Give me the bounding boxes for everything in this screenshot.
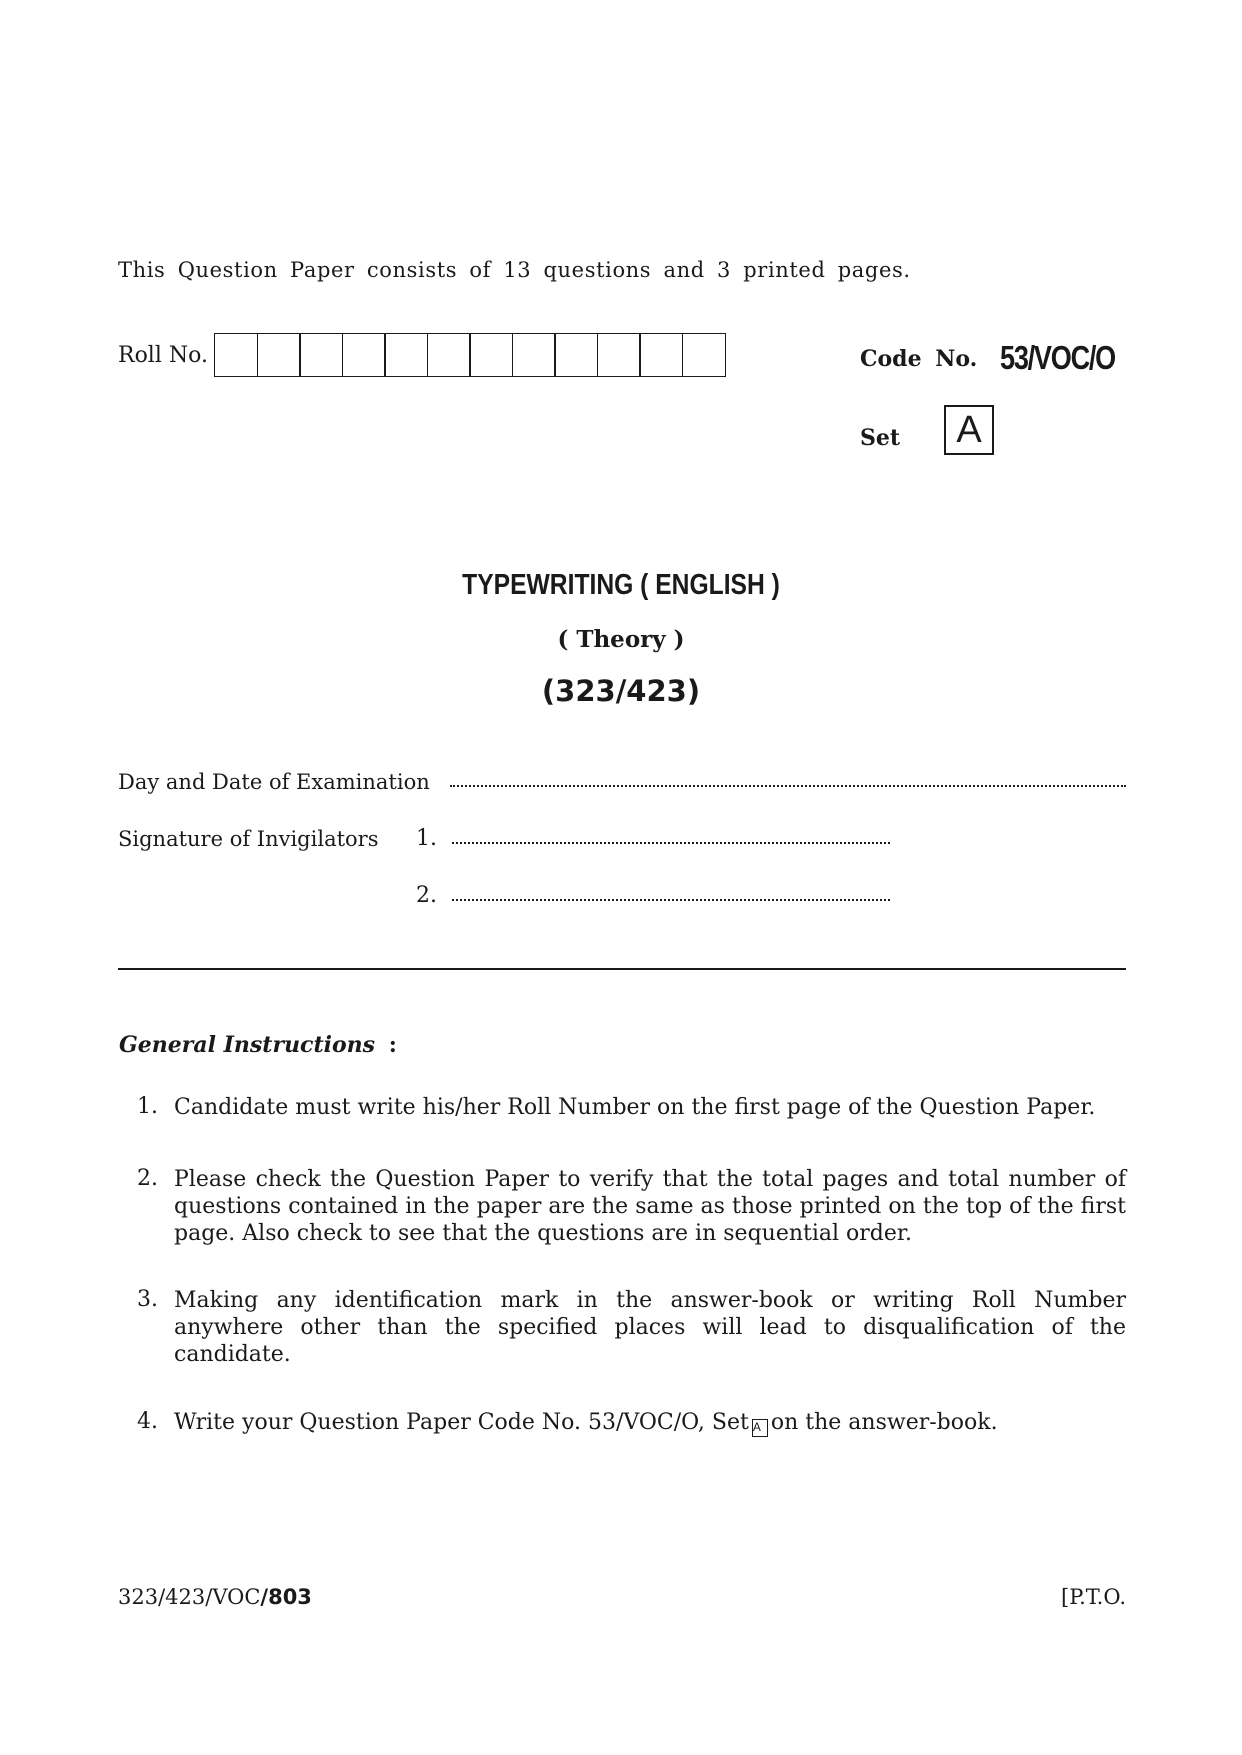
subject-title: TYPEWRITING ( ENGLISH ) bbox=[462, 569, 780, 601]
footer-pto: [P.T.O. bbox=[1061, 1585, 1126, 1609]
roll-digit-box[interactable] bbox=[554, 333, 598, 377]
roll-digit-box[interactable] bbox=[639, 333, 683, 377]
roll-digit-box[interactable] bbox=[469, 333, 513, 377]
signature-1-fill-line[interactable] bbox=[452, 842, 890, 844]
roll-digit-box[interactable] bbox=[384, 333, 428, 377]
roll-digit-box[interactable] bbox=[257, 333, 301, 377]
roll-digit-box[interactable] bbox=[299, 333, 343, 377]
signature-1-number: 1. bbox=[416, 826, 437, 851]
exam-date-label: Day and Date of Examination bbox=[118, 770, 430, 794]
footer-code-bold: /803 bbox=[260, 1585, 312, 1609]
instructions-heading-text: General Instructions bbox=[119, 1032, 376, 1058]
instruction-text: Making any identification mark in the answer-book or writing Roll Number anywhere other than the specified places will lead to disqualification of the candidate. bbox=[174, 1288, 1126, 1367]
instruction-text bbox=[174, 1409, 1126, 1437]
code-number-value: 53/VOC/O bbox=[1000, 339, 1115, 376]
roll-digit-box[interactable] bbox=[597, 333, 641, 377]
footer-paper-code bbox=[118, 1585, 312, 1609]
roll-number-boxes[interactable] bbox=[214, 333, 726, 377]
footer-code-plain: 323/423/VOC bbox=[118, 1585, 261, 1609]
set-value-box: A bbox=[944, 405, 994, 455]
roll-number-label: Roll No. bbox=[118, 343, 208, 368]
instruction-number: 3. bbox=[137, 1287, 158, 1312]
signature-2-number: 2. bbox=[416, 883, 437, 908]
roll-digit-box[interactable] bbox=[214, 333, 258, 377]
set-inline-box: A bbox=[752, 1419, 768, 1437]
section-divider bbox=[118, 968, 1126, 970]
instructions-heading-colon: : bbox=[388, 1032, 397, 1058]
signature-2-fill-line[interactable] bbox=[452, 899, 890, 901]
instruction-number: 1. bbox=[137, 1094, 158, 1119]
instruction-text: Candidate must write his/her Roll Number on the first page of the Question Paper. bbox=[174, 1095, 1096, 1120]
instruction-number: 4. bbox=[137, 1409, 158, 1434]
exam-date-fill-line[interactable] bbox=[450, 785, 1126, 787]
paper-code: (323/423) bbox=[541, 674, 701, 708]
paper-type: ( Theory ) bbox=[557, 626, 685, 653]
roll-digit-box[interactable] bbox=[512, 333, 556, 377]
instruction-text-part: on the answer-book. bbox=[770, 1410, 998, 1435]
roll-digit-box[interactable] bbox=[342, 333, 386, 377]
pages-info-line: This Question Paper consists of 13 questions and 3 printed pages. bbox=[118, 258, 911, 282]
roll-digit-box[interactable] bbox=[682, 333, 726, 377]
instructions-heading bbox=[119, 1032, 397, 1058]
invigilator-signature-label: Signature of Invigilators bbox=[118, 827, 379, 851]
roll-digit-box[interactable] bbox=[427, 333, 471, 377]
set-label: Set bbox=[860, 425, 901, 451]
instruction-text: Please check the Question Paper to verify that the total pages and total number of questions contained in the paper are the same as those printed on the top of the first page. Also check to see that the questions are in sequential order. bbox=[174, 1167, 1126, 1246]
instruction-text-part: Write your Question Paper Code No. 53/VOC/O, Set bbox=[174, 1410, 749, 1435]
instruction-number: 2. bbox=[137, 1166, 158, 1191]
code-number-label: Code No. bbox=[860, 346, 978, 372]
